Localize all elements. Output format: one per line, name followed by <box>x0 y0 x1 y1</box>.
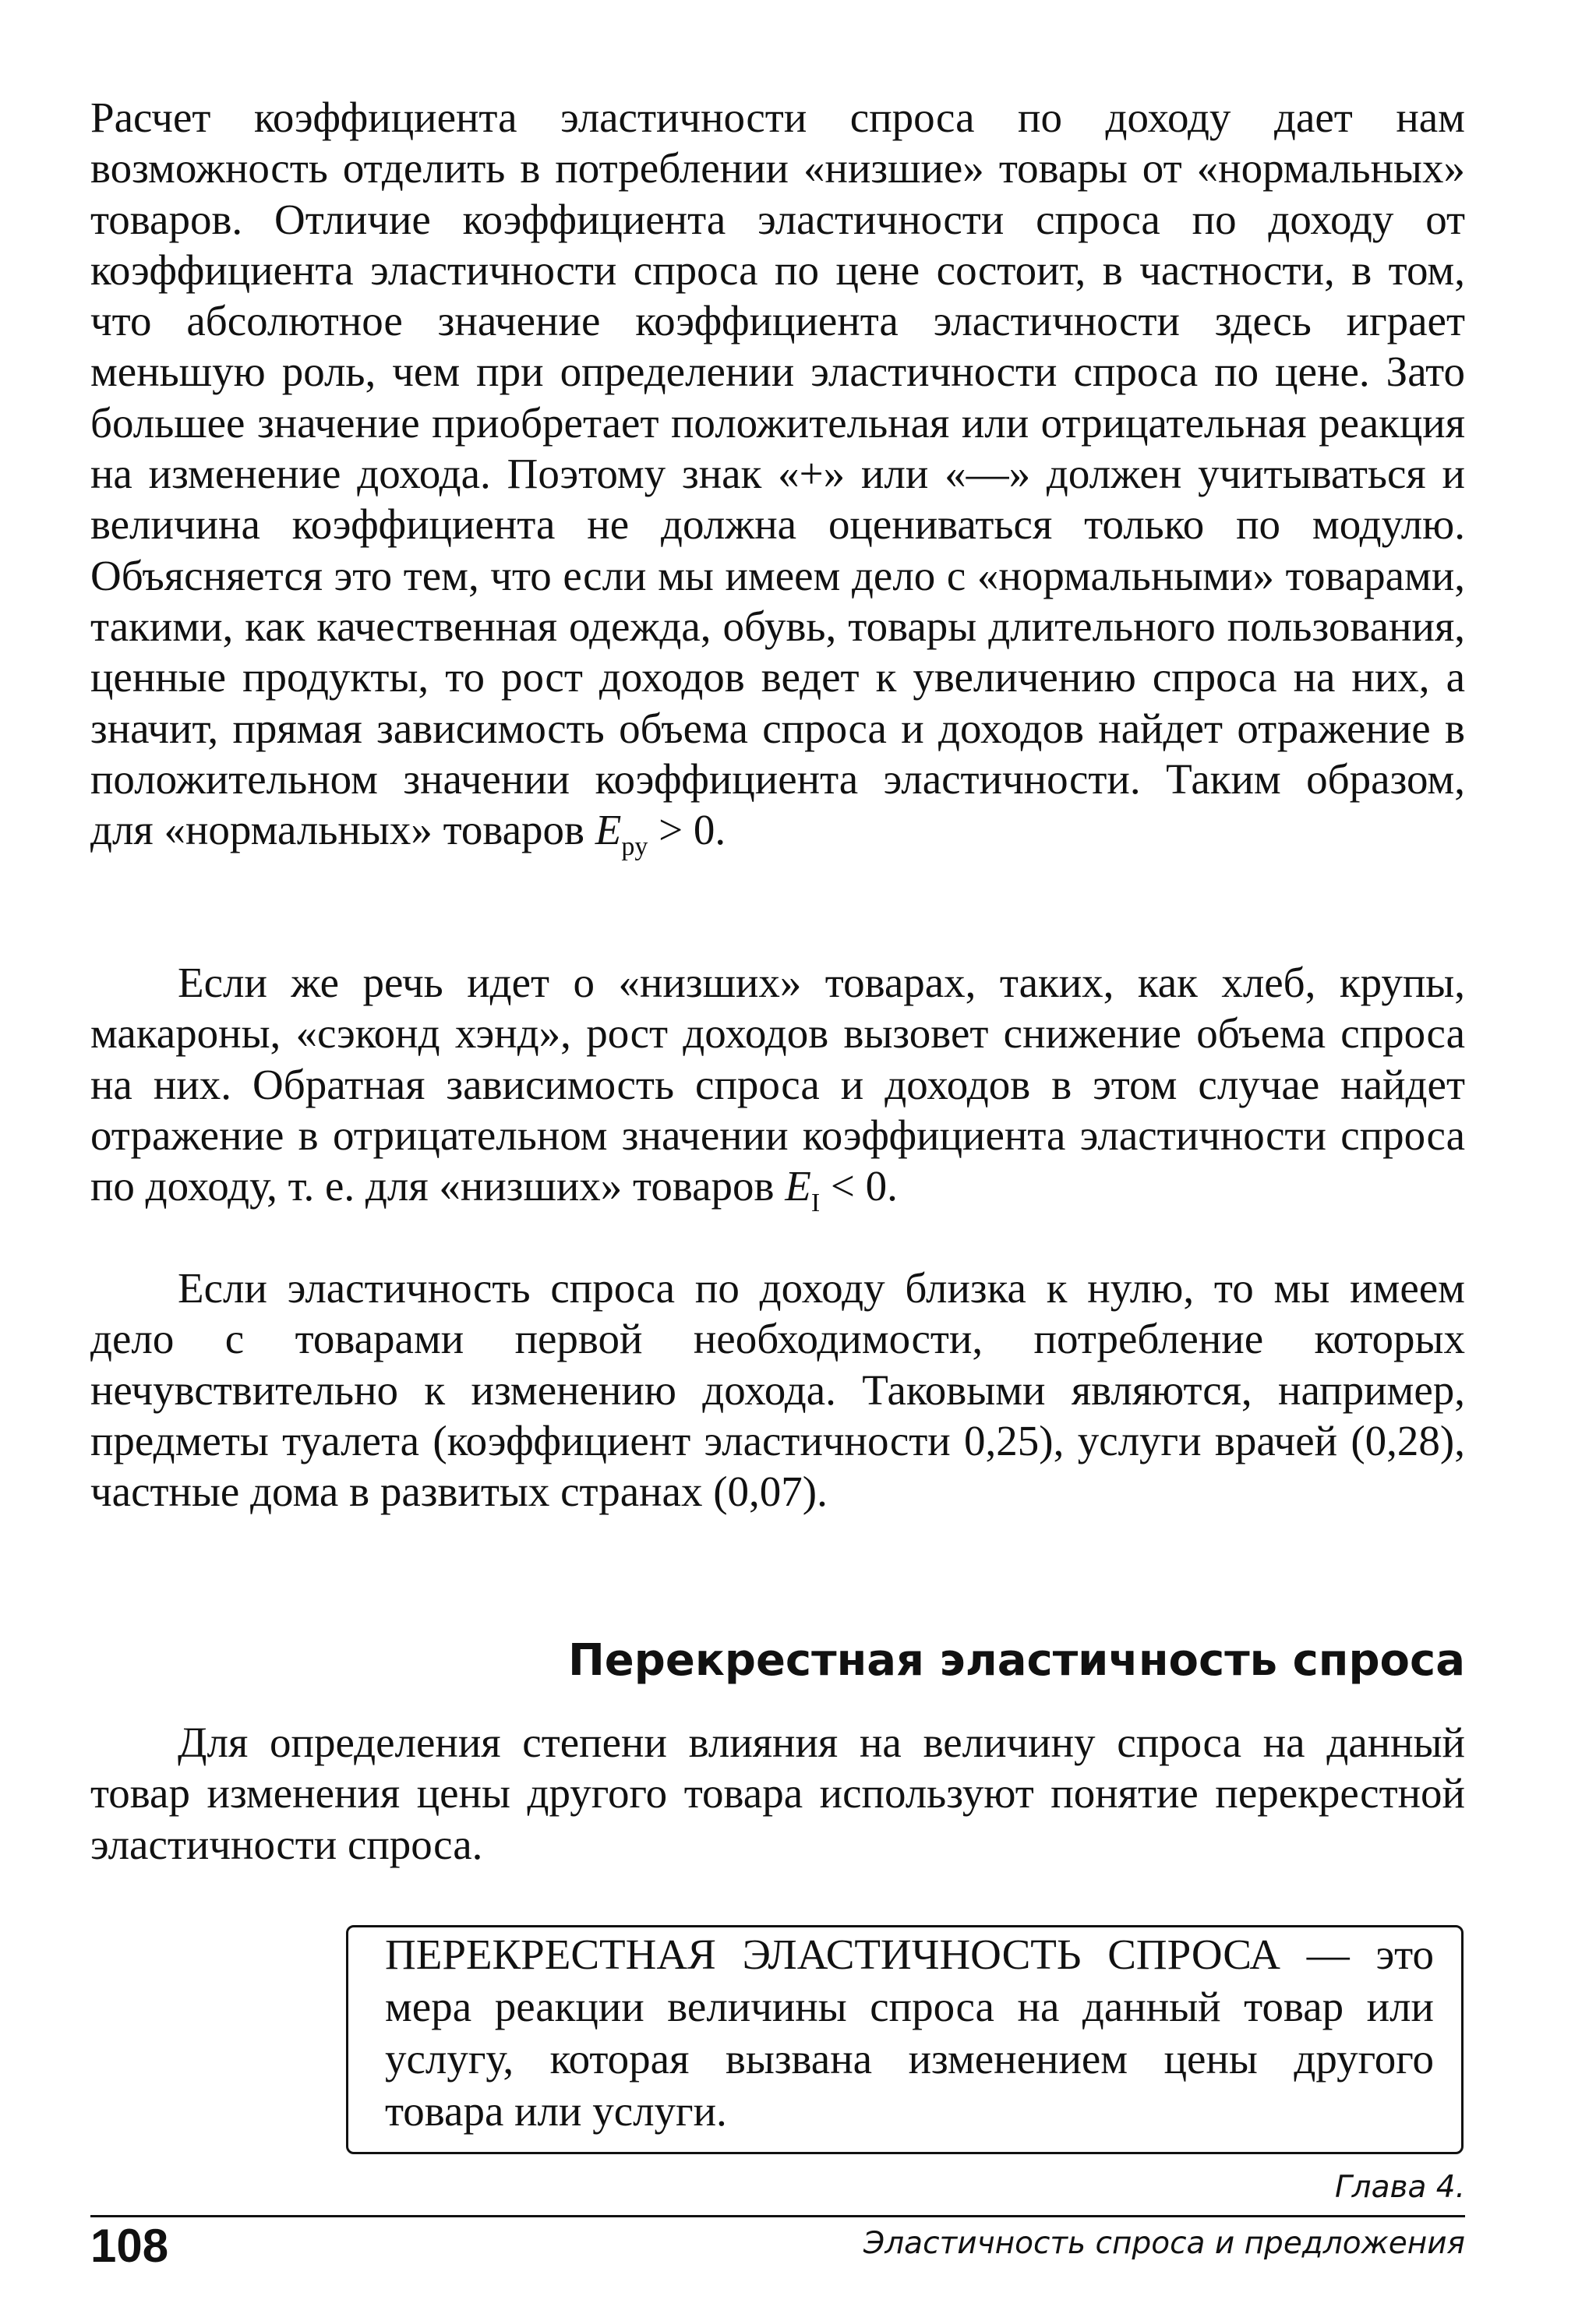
paragraph-necessities <box>90 1263 1465 1517</box>
definition-text: ПЕРЕКРЕСТНАЯ ЭЛАСТИЧНОСТЬ СПРОСА — это мера реакции величины спроса на данный товар или услугу, которая вызвана изменением цены другого товара или услуги. <box>385 1931 1434 2135</box>
section-heading: Перекрестная эластичность спроса <box>567 1635 1465 1686</box>
formula-subscript: py <box>621 832 648 862</box>
formula-subscript: I <box>810 1189 821 1218</box>
paragraph-income-elasticity <box>90 92 1465 862</box>
formula-symbol: E <box>595 806 622 854</box>
footer-divider <box>90 2215 1465 2217</box>
formula-symbol: E <box>785 1162 811 1210</box>
formula-relation: < 0. <box>820 1162 898 1210</box>
paragraph-inferior-goods <box>90 957 1465 1218</box>
paragraph-text: Если эластичность спроса по доходу близка к нулю, то мы имеем дело с товарами первой необходимости, потребление которых нечувствительно к изменению дохода. Таковыми являются, например, предметы туалета (коэффициент эластичности 0,25), услуги врачей (0,28), частные дома в развитых странах (0,07). <box>90 1264 1465 1516</box>
formula-relation: > 0. <box>648 806 726 854</box>
running-head-title: Эластичность спроса и предложения <box>863 2226 1465 2261</box>
running-head-chapter: Глава 4. <box>1334 2170 1465 2205</box>
paragraph-text: Расчет коэффициента эластичности спроса по доходу дает нам возможность отделить в потреблении «низшие» товары от «нормальных» товаров. Отличие коэффициента эластичности спроса по доходу от коэффициента эластичности спроса по цене состоит, в частности, в том, что абсолютное значение коэффициента эластичности здесь играет меньшую роль, чем при определении эластичности спроса по цене. Зато большее значение приобретает положительная или отрицательная реакция на изменение дохода. Поэтому знак «+» или «—» должен учитываться и величина коэффициента не должна оцениваться только по модулю. Объясняется это тем, что если мы имеем дело с «нормальными» товарами, такими, как качественная одежда, обувь, товары длительного пользования, ценные продукты, то рост доходов ведет к увеличению спроса на них, а значит, прямая зависимость объема спроса и доходов найдет отражение в положительном значении коэффициента эластичности. Таким образом, для «нормальных» товаров <box>90 94 1465 854</box>
paragraph-text: Если же речь идет о «низших» товарах, таких, как хлеб, крупы, макароны, «сэконд хэнд», рост доходов вызовет снижение объема спроса на них. Обратная зависимость спроса и доходов в этом случае найдет отражение в отрицательном значении коэффициента эластичности спроса по доходу, т. е. для «низших» товаров <box>90 959 1465 1210</box>
paragraph-text: Для определения степени влияния на величину спроса на данный товар изменения цены другого товара используют понятие перекрестной эластичности спроса. <box>90 1719 1465 1868</box>
page-number: 108 <box>90 2220 169 2272</box>
paragraph-cross-elasticity-intro <box>90 1717 1465 1870</box>
